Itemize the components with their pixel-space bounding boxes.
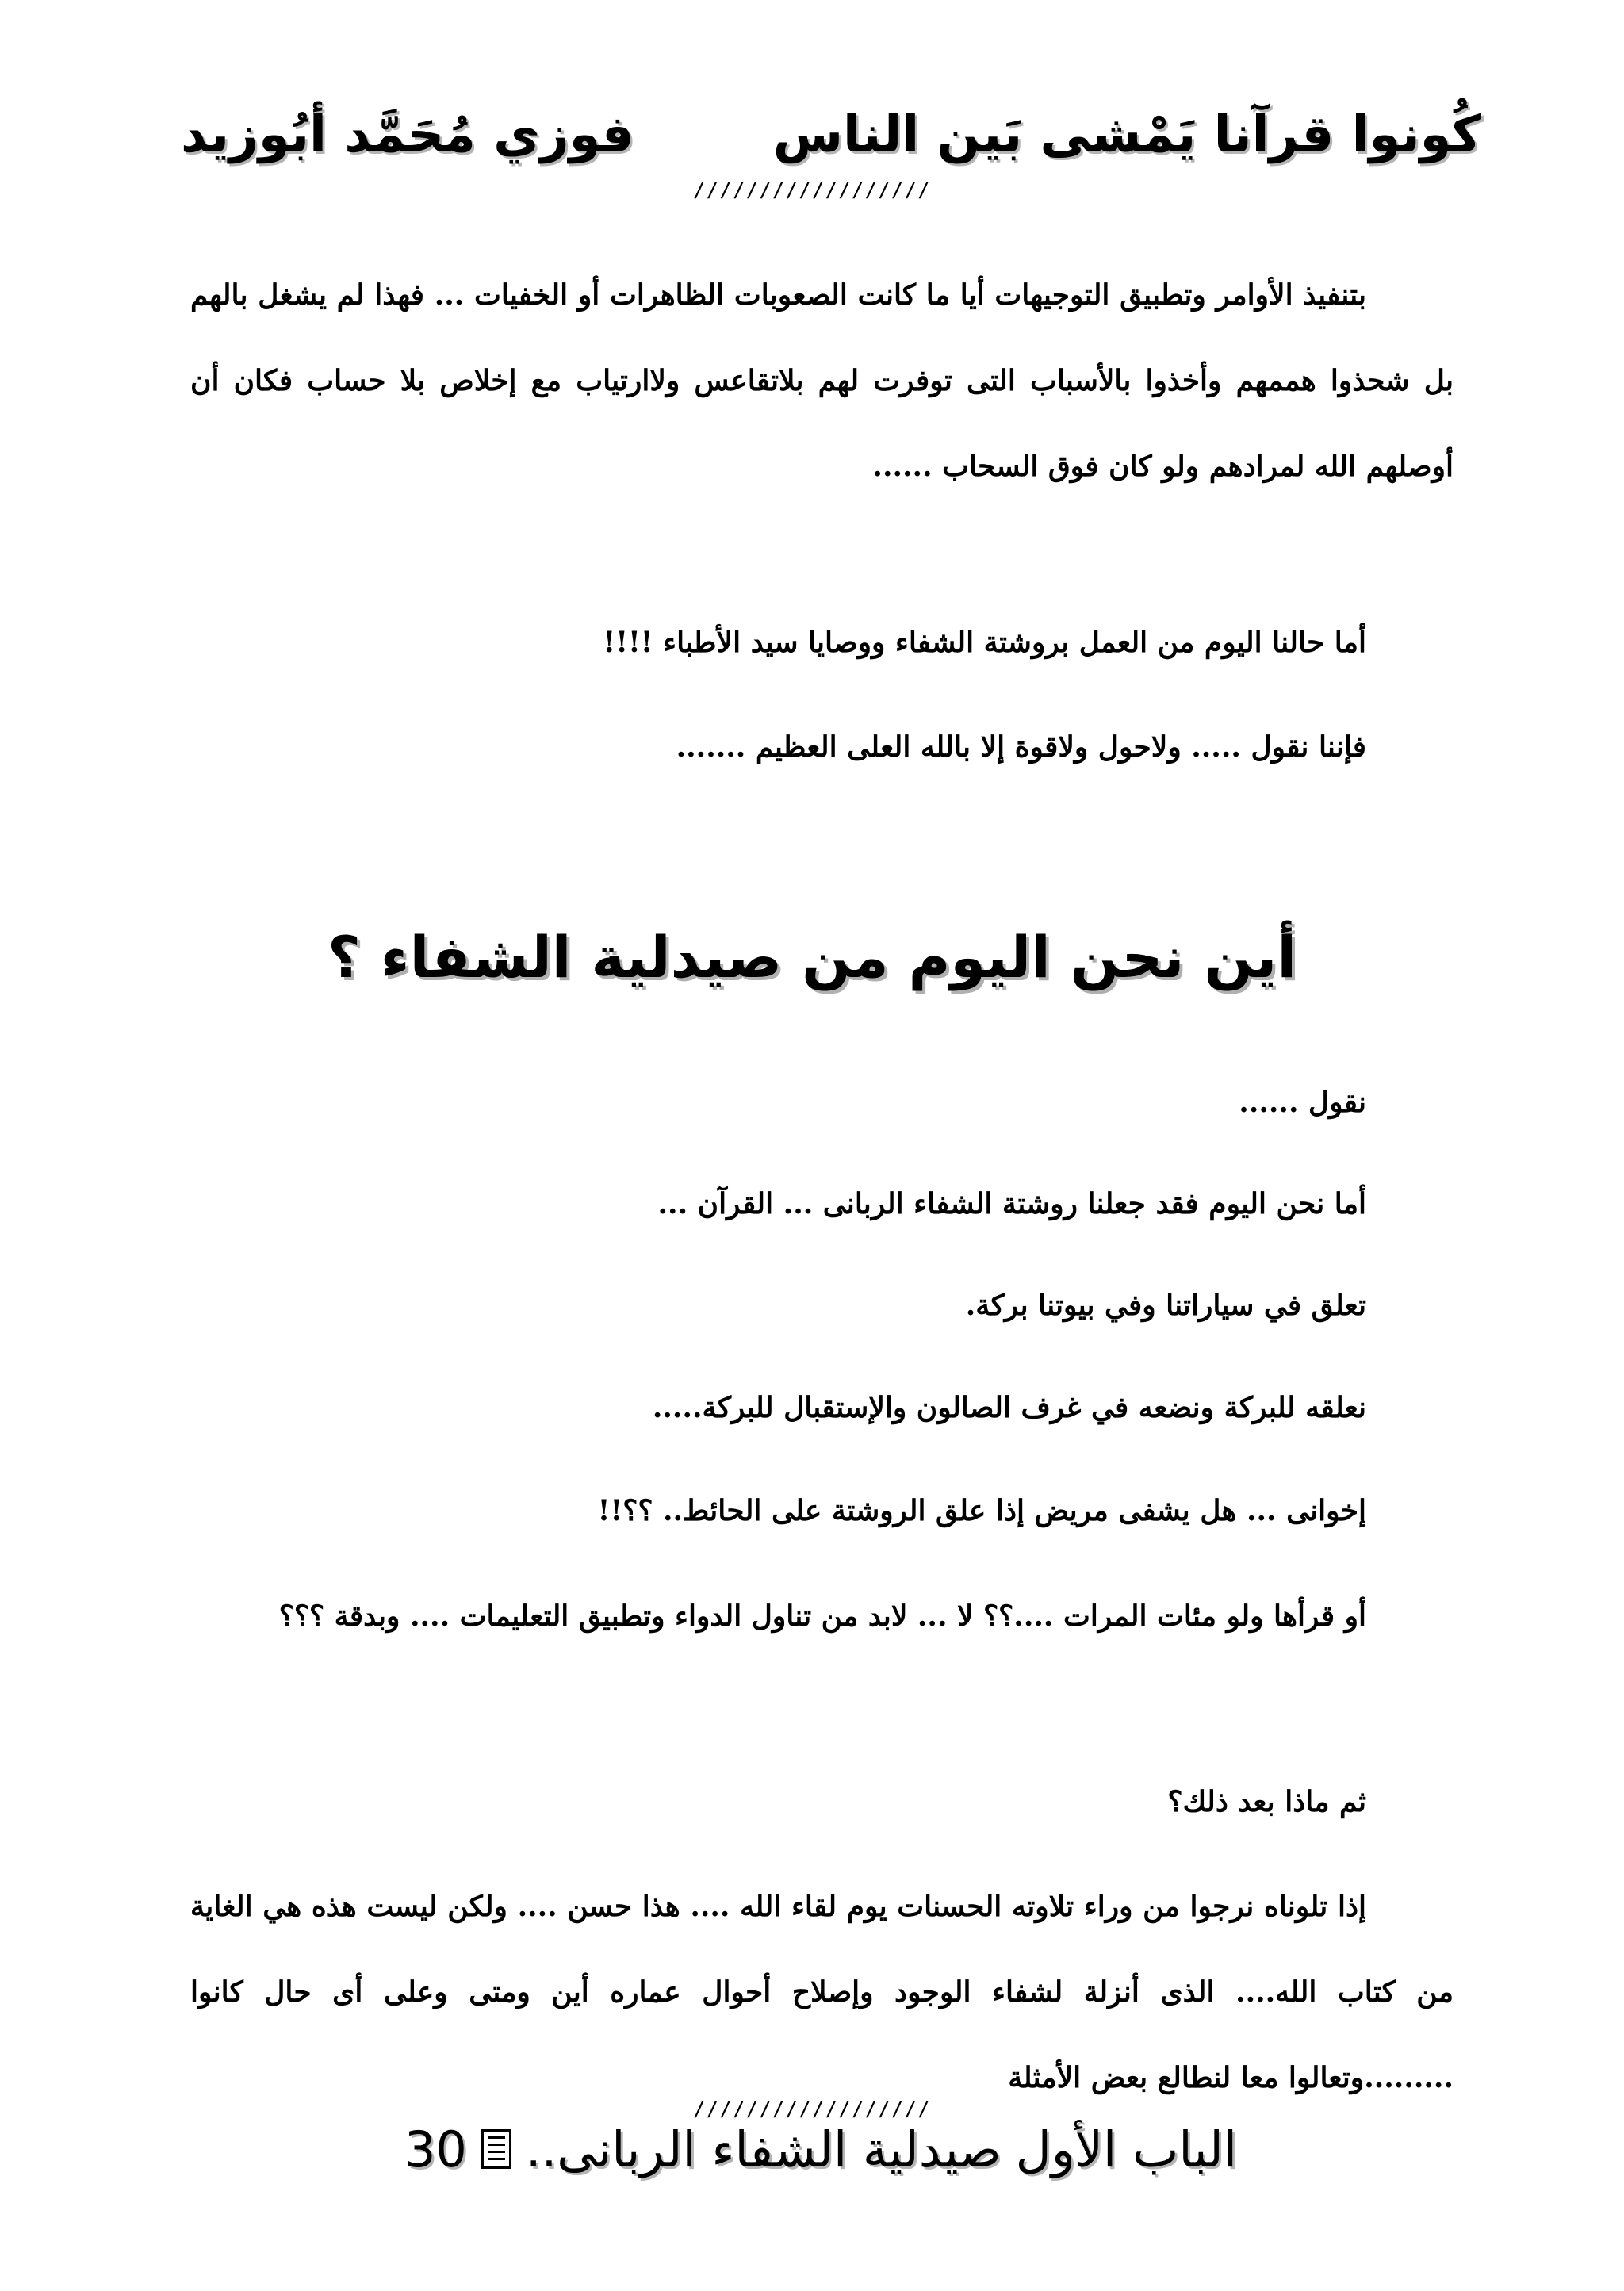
book-title: كُونوا قرآنا يَمْشى بَين الناس <box>772 105 1481 164</box>
chapter-label: الباب الأول <box>1015 2120 1238 2178</box>
paragraph-continuation: بتنفيذ الأوامر وتطبيق التوجيهات أيا ما كانت الصعوبات الظاهرات أو الخفيات ... فهذا لم يشغل بالهم بل شحذوا هممهم وأخذوا بالأسباب التى توفرت لهم بلاتقاعس ولاارتياب مع إخلاص بلا حساب فكان أن أوصلهم الله لمرادهم ولو كان فوق السحاب ...... <box>190 278 1454 483</box>
chapter-title: صيدلية الشفاء الربانى.. <box>525 2120 1002 2178</box>
section-heading: أين نحن اليوم من صيدلية الشفاء ؟ <box>327 924 1297 990</box>
paragraph-hang-in-cars: تعلق في سياراتنا وفي بيوتنا بركة. <box>965 1289 1366 1322</box>
page-footer <box>365 2109 1277 2189</box>
paragraph-we-say: نقول ...... <box>1239 1086 1366 1119</box>
paragraph-must-apply: أو قرأها ولو مئات المرات ....؟؟ لا ... لابد من تناول الدواء وتطبيق التعليمات .... وبدقة ؟؟؟ <box>278 1599 1366 1633</box>
paragraph-what-next: ثم ماذا بعد ذلك؟ <box>1167 1785 1366 1818</box>
paragraph-lament: فإننا نقول ..... ولاحول ولاقوة إلا بالله العلى العظيم ....... <box>676 730 1366 764</box>
page-header <box>181 91 1481 178</box>
page-number: 30 <box>404 2120 467 2178</box>
paragraph-condition: أما حالنا اليوم من العمل بروشتة الشفاء ووصايا سيد الأطباء !!!! <box>603 626 1366 659</box>
header-separator: ////////////////// <box>693 178 931 202</box>
paragraph-question: إخوانى ... هل يشفى مريض إذا علق الروشتة على الحائط.. ؟؟!! <box>597 1494 1366 1527</box>
paragraph-purpose: إذا تلوناه نرجوا من وراء تلاوته الحسنات يوم لقاء الله .... هذا حسن .... ولكن ليست هذه هي الغاية من كتاب الله.... الذى أنزلة لشفاء الوجود وإصلاح أحوال عماره أين ومتى وعلى أى حال كانوا .........وتعالوا معا لنطالع بعض الأمثلة <box>190 1890 1454 2094</box>
author-name: فوزي مُحَمَّد أبُوزيد <box>181 105 634 164</box>
book-icon <box>481 2129 511 2169</box>
footer-separator: ////////////////// <box>693 2098 931 2121</box>
paragraph-hang-for-blessing: نعلقه للبركة ونضعه في غرف الصالون والإستقبال للبركة..... <box>652 1391 1366 1424</box>
paragraph-quran-prescription: أما نحن اليوم فقد جعلنا روشتة الشفاء الربانى ... القرآن ... <box>657 1187 1366 1220</box>
